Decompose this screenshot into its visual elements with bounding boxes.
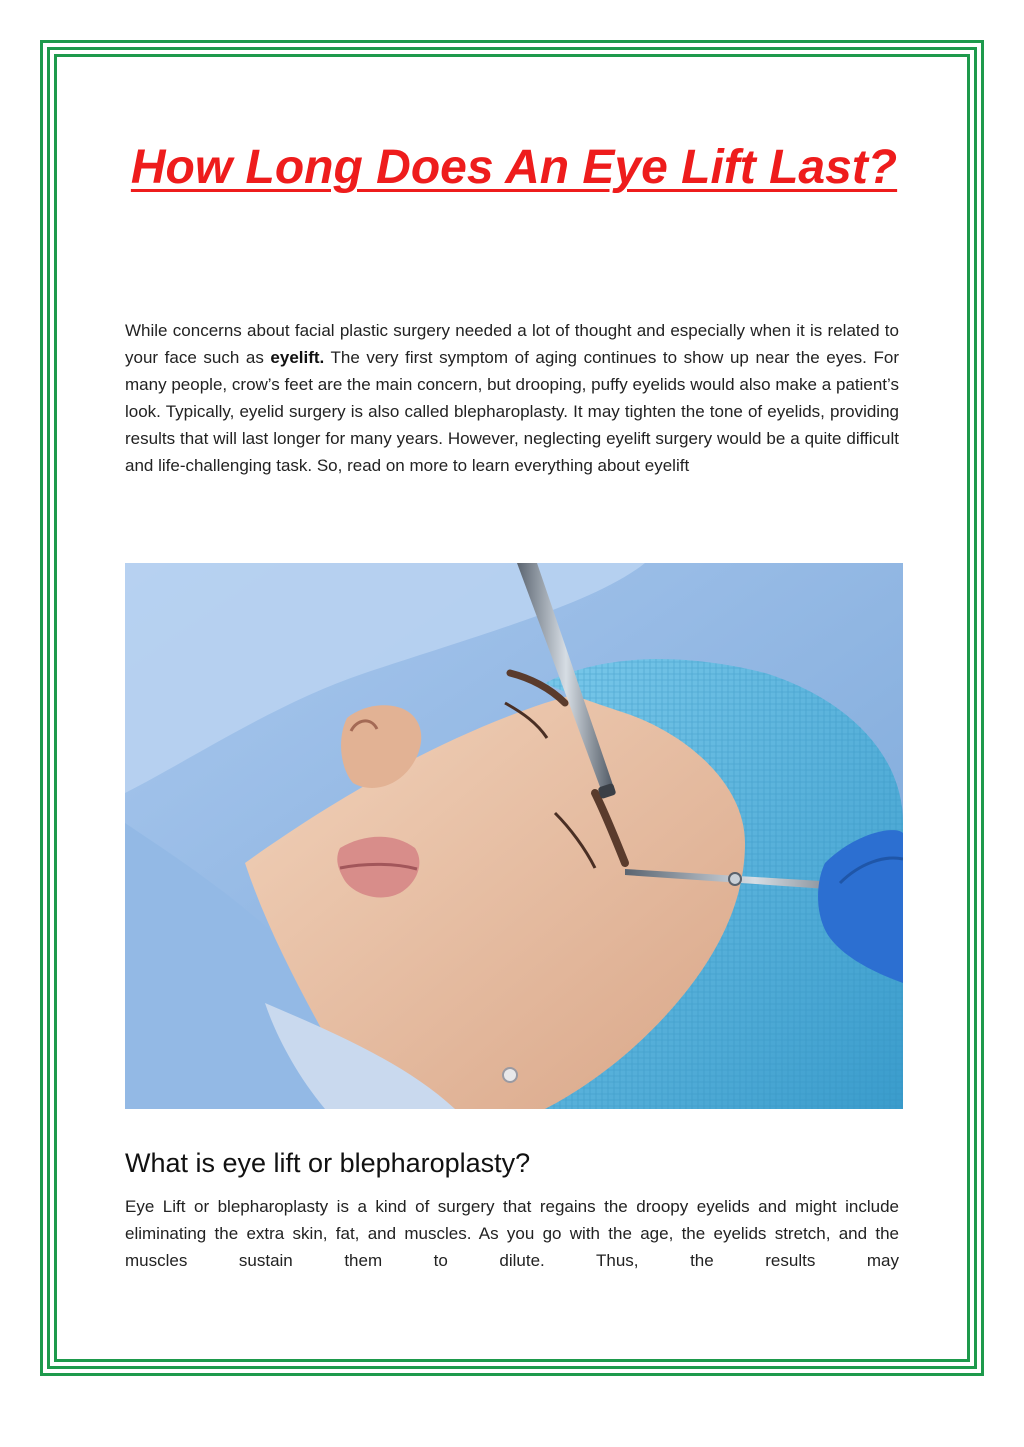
- eyelift-surgery-photo: [125, 563, 903, 1109]
- section-heading: What is eye lift or blepharoplasty?: [125, 1148, 531, 1178]
- intro-text-start: While concerns about facial plastic surgery needed a lot of thought and especially when it is related to your face such as: [125, 321, 899, 367]
- intro-bold-keyword: eyelift.: [270, 348, 325, 367]
- intro-text-end: The very first symptom of aging continues to show up near the eyes. For many people, crow’s feet are the main concern, but drooping, puffy eyelids would also make a patient’s look. Typically, eyelid surgery is also called blepharoplasty. It may tighten the tone of eyelids, providing results that will last longer for many years. However, neglecting eyelift surgery would be a quite difficult and life-challenging task. So, read on more to learn everything about eyelift: [125, 348, 899, 475]
- article-title: How Long Does An Eye Lift Last?: [130, 141, 898, 194]
- intro-paragraph: [125, 317, 899, 479]
- section-paragraph: Eye Lift or blepharoplasty is a kind of surgery that regains the droopy eyelids and might include eliminating the extra skin, fat, and muscles. As you go with the age, the eyelids stretch, and the muscles sustain them to dilute. Thus, the results may: [125, 1197, 899, 1270]
